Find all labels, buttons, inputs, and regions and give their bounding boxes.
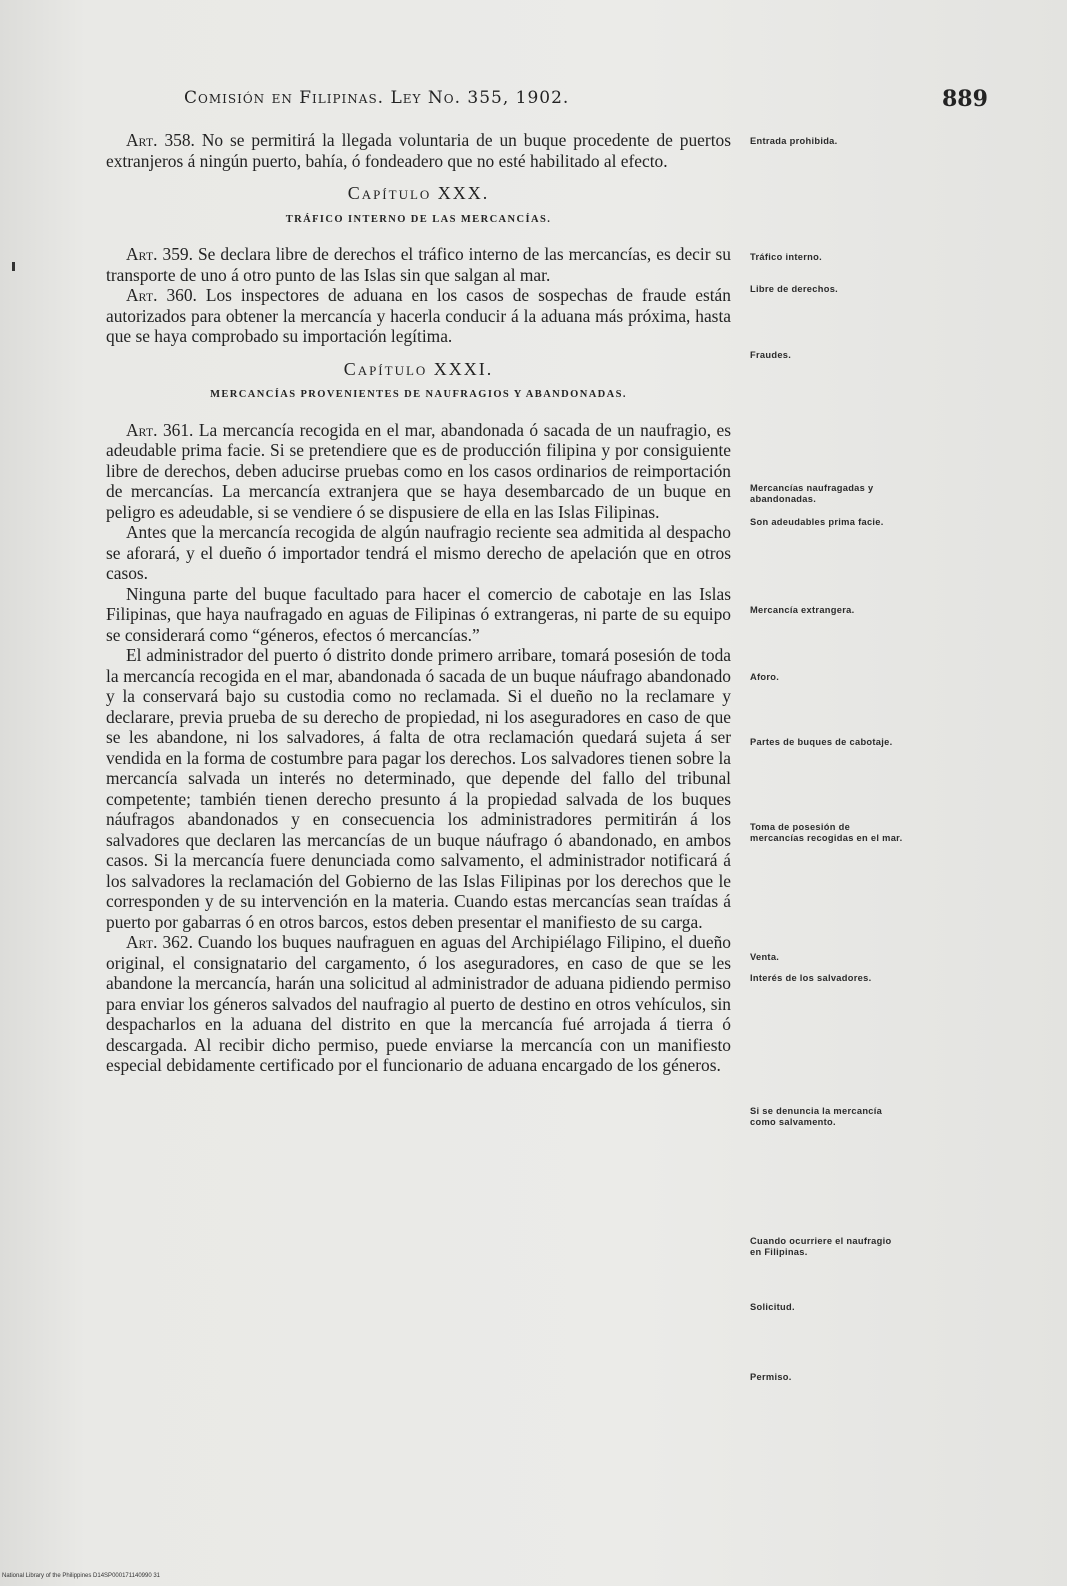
running-head: Comisión en Filipinas. Ley No. 355, 1902. [184, 88, 570, 108]
side-note: Tráfico interno. [750, 252, 822, 262]
article-number: Art. 362. [126, 932, 193, 952]
chapter-subheading-xxx: TRÁFICO INTERNO DE LAS MERCANCÍAS. [285, 213, 552, 225]
side-note: Mercancía extrangera. [750, 605, 855, 615]
paragraph-aforo: Antes que la mercancía recogida de algún naufragio reciente sea admitida al despacho se aforará, y el dueño ó importador tendrá el mismo derecho de apelación que en otros casos. [106, 522, 731, 583]
paragraph-text: Se declara libre de derechos el tráfico interno de las mercancías, es decir su transporte de uno á otro punto de las Islas sin que salgan al mar. [106, 244, 731, 285]
paragraph-art-361 [106, 420, 731, 523]
side-note: Interés de los salvadores. [750, 973, 872, 983]
side-note: Permiso. [750, 1372, 792, 1382]
page-number: 889 [942, 86, 988, 112]
paragraph-cabotaje: Ninguna parte del buque facultado para hacer el comercio de cabotaje en las Islas Filipinas, que haya naufragado en aguas de Filipinas ó extrangeras, ni parte de su equipo se considerará como “géneros, efectos ó mercancías.” [106, 583, 731, 645]
paragraph-art-362 [106, 932, 731, 1076]
paragraph-art-360 [106, 285, 731, 347]
margin-mark [12, 262, 15, 271]
paragraph-text: La mercancía recogida en el mar, abandonada ó sacada de un naufragio, es adeudable prima facie. Si se pretendiere que es de producción filipina y por consiguiente libre de derechos, deben aducirse pruebas como en los casos ordinarios de reimportación de mercancías. La mercancía extranjera que se haya desembarcado de un buque en peligro es adeudable, si se vendiere ó se dispusiere de ella en las Islas Filipinas. [106, 419, 731, 522]
side-note: Fraudes. [750, 350, 792, 360]
side-note: Son adeudables prima facie. [750, 517, 884, 527]
paragraph-text: Cuando los buques naufraguen en aguas del Archipiélago Filipino, el dueño original, el consignatario del cargamento, ó los aseguradores, en caso de que se les abandone la mercancía, harán una solicitud al administrador de aduana pidiendo permiso para enviar los géneros salvados del naufragio al puerto de destino en otros vehículos, sin despacharlos en la aduana del distrito en que la mercancía fué arrojada á tierra ó descargada. Al recibir dicho permiso, puede enviarse la mercancía con un manifiesto especial debidamente certificado por el funcionario de aduana encargado de los géneros. [106, 932, 731, 1075]
side-note: Solicitud. [750, 1302, 795, 1312]
paragraph-art-358 [106, 130, 731, 171]
paragraph-text: No se permitirá la llegada voluntaria de un buque procedente de puertos extranjeros á ningún puerto, bahía, ó fondeadero que no esté habilitado al efecto. [106, 130, 731, 171]
side-note: Partes de buques de cabotaje. [750, 737, 893, 747]
side-note: Entrada prohibida. [750, 136, 838, 146]
side-note: Venta. [750, 952, 780, 962]
side-note: Libre de derechos. [750, 284, 839, 294]
article-number: Art. 359. [126, 244, 193, 264]
side-note: Cuando ocurriere el naufragio en Filipinas. [750, 1236, 892, 1257]
paragraph-posesion: El administrador del puerto ó distrito donde primero arribare, tomará posesión de toda la mercancía recogida en el mar, abandonada ó sacada de un buque náufrago abandonado y la conservará bajo su custodia como no reclamada. Si el dueño no la reclamare y declarare, previa prueba de su derecho de propiedad, ni los aseguradores en caso de que se les abandone, ni los salvadores, á falta de otra reclamación quedará sujeta á ser vendida en la forma de costumbre para pagar los derechos. Los salvadores tienen sobre la mercancía salvada un interés no determinado, que depende del fallo del tribunal competente; también tienen derecho presunto á la propiedad salvada de los buques náufragos abandonados y en consecuencia los administradores permitirán á los salvadores que declaren las mercancías de un buque náufrago ó abandonado, en ambos casos. Si la mercancía fuere denunciada como salvamento, el administrador notificará á los salvadores la reclamación del Gobierno de las Islas Filipinas por los derechos que le corresponden y de su intervención en la materia. Cuando estas mercancías sean traídas á puerto por gabarras ó en otros barcos, estos deben presentar el manifiesto de su carga. [106, 645, 731, 932]
chapter-heading-xxx: Capítulo XXX. [347, 183, 490, 203]
chapter-heading-xxxi: Capítulo XXXI. [343, 358, 494, 379]
side-note: Toma de posesión de mercancías recogidas en el mar. [750, 822, 903, 843]
article-number: Art. 361. [126, 419, 194, 440]
paragraph-text: Los inspectores de aduana en los casos de sospechas de fraude están autorizados para obtener la mercancía y hacerla conducir á la aduana más próxima, hasta que se haya comprobado su importación legítima. [106, 285, 731, 346]
paragraph-art-359 [106, 244, 731, 285]
side-note: Aforo. [750, 672, 780, 682]
side-note: Mercancías naufragadas y abandonadas. [750, 483, 874, 504]
article-number: Art. 360. [126, 285, 197, 305]
body-text [106, 130, 731, 1076]
side-note: Si se denuncia la mercancía como salvamento. [750, 1106, 883, 1127]
article-number: Art. 358. [126, 130, 195, 150]
footer-credit: National Library of the Philippines D14SP000171140990 31 [2, 1573, 161, 1579]
chapter-subheading-xxxi: MERCANCÍAS PROVENIENTES DE NAUFRAGIOS Y ABANDONADAS. [210, 389, 627, 400]
